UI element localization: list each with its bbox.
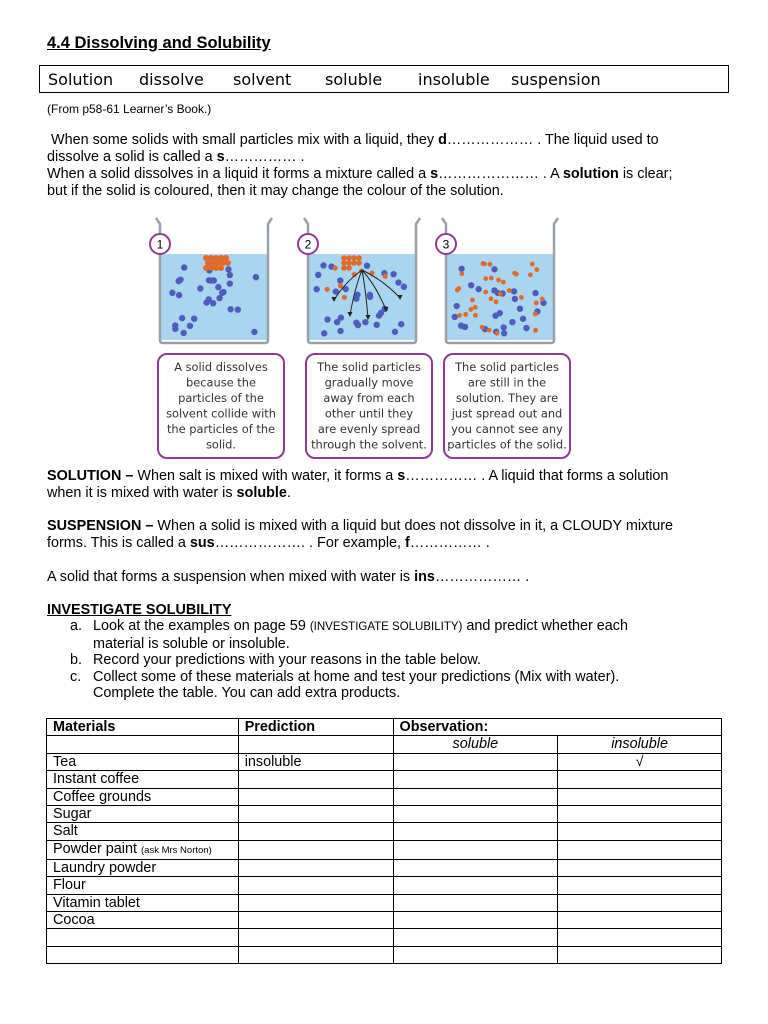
solvent-particle xyxy=(251,329,257,335)
soluble-cell[interactable] xyxy=(393,753,558,770)
soluble-cell[interactable] xyxy=(393,840,558,859)
solid-particle xyxy=(534,267,539,272)
solid-particle xyxy=(341,265,347,271)
prediction-cell[interactable] xyxy=(238,823,393,840)
prediction-cell[interactable] xyxy=(238,771,393,788)
material-cell[interactable] xyxy=(47,929,239,946)
solid-particle xyxy=(489,296,494,301)
soluble-cell[interactable] xyxy=(393,788,558,805)
solid-particle xyxy=(457,313,462,318)
table-row xyxy=(47,877,722,894)
suspension-definition-line-1: SUSPENSION – When a solid is mixed with a liquid but does not dissolve in it, a CLOUDY mixture xyxy=(47,518,674,534)
step-number: 3 xyxy=(442,237,450,252)
solid-particle xyxy=(341,260,347,266)
solvent-particle xyxy=(509,319,515,325)
solid-particle xyxy=(530,262,535,267)
solid-particle xyxy=(480,325,485,330)
solid-particle xyxy=(495,331,500,336)
table-row xyxy=(47,823,722,840)
solvent-particle xyxy=(454,303,460,309)
solid-particle xyxy=(356,255,362,261)
solvent-particle xyxy=(321,330,327,336)
caption-line: are evenly spread xyxy=(317,422,421,436)
vocab-word: dissolve xyxy=(139,70,204,89)
table-row xyxy=(47,894,722,911)
insoluble-cell[interactable] xyxy=(558,859,722,876)
solid-particle xyxy=(470,298,475,303)
solid-particle xyxy=(225,260,231,266)
table-row xyxy=(47,946,722,963)
solvent-particle xyxy=(468,282,474,288)
caption-line: The solid particles xyxy=(317,360,421,374)
solvent-particle xyxy=(398,321,404,327)
solid-particle xyxy=(383,274,388,279)
solid-particle xyxy=(482,262,487,267)
solid-particle xyxy=(533,328,538,333)
solid-particle xyxy=(351,260,357,266)
solvent-particle xyxy=(181,264,187,270)
insoluble-definition: A solid that forms a suspension when mixed with water is ins……………… . xyxy=(47,569,530,585)
solvent-particle xyxy=(208,277,214,283)
solvent-particle xyxy=(227,272,233,278)
solid-particle xyxy=(487,262,492,267)
solid-particle xyxy=(338,283,343,288)
solvent-particle xyxy=(253,274,259,280)
solid-particle xyxy=(494,299,499,304)
insoluble-cell[interactable] xyxy=(558,771,722,788)
solvent-particle xyxy=(401,284,407,290)
solvent-particle xyxy=(392,329,398,335)
insoluble-cell[interactable] xyxy=(558,894,722,911)
solvent-particle xyxy=(500,324,506,330)
prediction-cell[interactable]: insoluble xyxy=(238,753,393,770)
solvent-particle xyxy=(197,285,203,291)
insoluble-cell[interactable] xyxy=(558,877,722,894)
solvent-particle xyxy=(180,330,186,336)
caption-line: solution. They are xyxy=(455,391,559,405)
caption-line: gradually move xyxy=(324,375,414,390)
vocab-word: Solution xyxy=(48,70,114,89)
solid-particle xyxy=(469,307,474,312)
intro-line-4: but if the solid is coloured, then it may change the colour of the solution. xyxy=(47,183,504,199)
solvent-particle xyxy=(227,306,233,312)
vocab-word: soluble xyxy=(325,70,383,89)
soluble-cell[interactable] xyxy=(393,771,558,788)
material-cell[interactable]: Salt xyxy=(47,823,239,840)
solvent-particle xyxy=(520,316,526,322)
header-materials: Materials xyxy=(47,719,239,736)
solvent-particle xyxy=(523,325,529,331)
table-row xyxy=(47,788,722,805)
solvent-particle xyxy=(517,306,523,312)
intro-line-1: When some solids with small particles mix with a liquid, they d……………… . The liquid used to xyxy=(51,132,659,148)
page-title: 4.4 Dissolving and Solubility xyxy=(47,34,271,52)
solid-particle xyxy=(528,272,533,277)
header-insoluble: insoluble xyxy=(558,736,722,753)
solid-particle xyxy=(325,287,330,292)
step-number: 2 xyxy=(304,237,312,252)
solvent-particle xyxy=(395,279,401,285)
prediction-cell[interactable] xyxy=(238,788,393,805)
material-cell[interactable]: Tea xyxy=(47,753,239,770)
solvent-particle xyxy=(176,292,182,298)
material-cell[interactable]: Laundry powder xyxy=(47,859,239,876)
material-cell[interactable]: Vitamin tablet xyxy=(47,894,239,911)
solvent-particle xyxy=(491,287,497,293)
material-cell[interactable] xyxy=(47,946,239,963)
solvent-particle xyxy=(191,315,197,321)
solvent-particle xyxy=(203,299,209,305)
soluble-cell[interactable] xyxy=(393,823,558,840)
solvent-particle xyxy=(227,280,233,286)
solvent-particle xyxy=(374,322,380,328)
solid-particle xyxy=(346,260,352,266)
prediction-cell[interactable] xyxy=(238,894,393,911)
solid-particle xyxy=(483,276,488,281)
solid-particle xyxy=(218,265,224,271)
solid-particle xyxy=(346,265,352,271)
soluble-cell[interactable] xyxy=(393,877,558,894)
material-cell[interactable]: Sugar xyxy=(47,805,239,822)
table-row xyxy=(47,840,722,859)
solvent-particle xyxy=(512,296,518,302)
solid-particle xyxy=(519,295,524,300)
solvent-particle xyxy=(491,266,497,272)
caption-line: The solid particles xyxy=(455,360,559,374)
solvent-particle xyxy=(315,272,321,278)
solid-particle xyxy=(341,255,347,261)
solvent-particle xyxy=(462,324,468,330)
solid-particle xyxy=(501,280,506,285)
solvent-particle xyxy=(225,266,231,272)
insoluble-cell[interactable] xyxy=(558,946,722,963)
solid-particle xyxy=(459,271,464,276)
dissolving-diagram xyxy=(140,210,580,462)
solid-particle xyxy=(489,276,494,281)
source-note: (From p58-61 Learner’s Book.) xyxy=(47,102,212,116)
solvent-particle xyxy=(235,306,241,312)
solid-particle xyxy=(473,305,478,310)
table-row xyxy=(47,753,722,770)
solvent-particle xyxy=(355,322,361,328)
vocab-word: suspension xyxy=(511,70,601,89)
prediction-cell[interactable] xyxy=(238,859,393,876)
solid-particle xyxy=(333,265,338,270)
prediction-cell[interactable] xyxy=(238,911,393,928)
table-row xyxy=(47,805,722,822)
solid-particle xyxy=(483,290,488,295)
caption-line: solid. xyxy=(205,437,237,452)
solvent-particle xyxy=(320,262,326,268)
solvent-particle xyxy=(501,330,507,336)
solvent-particle xyxy=(187,323,193,329)
suspension-definition-line-2: forms. This is called a sus………………. . For example, f…………… . xyxy=(47,535,490,551)
solvent-particle xyxy=(532,290,538,296)
solid-particle xyxy=(351,255,357,261)
solid-particle xyxy=(533,312,538,317)
solid-particle xyxy=(346,255,352,261)
caption-line: other until they xyxy=(324,406,414,421)
caption-line: are still in the xyxy=(467,375,547,390)
solvent-particle xyxy=(179,315,185,321)
caption-line: particles of the solid. xyxy=(447,437,567,452)
solid-particle xyxy=(487,328,492,333)
solvent-particle xyxy=(458,266,464,272)
solid-particle xyxy=(540,297,545,302)
solvent-particle xyxy=(172,326,178,332)
material-cell[interactable]: Powder paint (ask Mrs Norton) xyxy=(47,840,239,859)
insoluble-cell[interactable] xyxy=(558,805,722,822)
solvent-particle xyxy=(367,294,373,300)
table-subheader-row xyxy=(47,736,722,753)
solid-particle xyxy=(498,292,503,297)
soluble-cell[interactable] xyxy=(393,946,558,963)
header-observation: Observation: xyxy=(393,719,722,736)
insoluble-cell[interactable] xyxy=(558,840,722,859)
material-cell[interactable]: Flour xyxy=(47,877,239,894)
header-soluble: soluble xyxy=(393,736,558,753)
table-row xyxy=(47,911,722,928)
solvent-particle xyxy=(364,262,370,268)
solvent-particle xyxy=(215,284,221,290)
prediction-cell[interactable] xyxy=(238,946,393,963)
prediction-cell[interactable] xyxy=(238,929,393,946)
intro-line-2: dissolve a solid is called a s…………… . xyxy=(47,149,305,165)
material-cell[interactable]: Instant coffee xyxy=(47,771,239,788)
solvent-particle xyxy=(362,319,368,325)
solid-particle xyxy=(496,278,501,283)
solid-particle xyxy=(463,312,468,317)
instruction-list xyxy=(47,618,628,702)
solvent-particle xyxy=(220,289,226,295)
solution-definition-line-1: SOLUTION – When salt is mixed with water, it forms a s…………… . A liquid that forms a solution xyxy=(47,468,669,484)
intro-line-3: When a solid dissolves in a liquid it forms a mixture called a s………………… . A solution is clear; xyxy=(47,166,673,182)
solid-particle xyxy=(534,301,539,306)
caption-line: because the xyxy=(186,375,256,390)
header-prediction: Prediction xyxy=(238,719,393,736)
insoluble-cell[interactable] xyxy=(558,788,722,805)
insoluble-cell[interactable] xyxy=(558,823,722,840)
instruction-a: a. Look at the examples on page 59 (INVESTIGATE SOLUBILITY) and predict whether each material is soluble or insoluble. xyxy=(70,618,628,652)
solvent-particle xyxy=(497,310,503,316)
solution-definition-line-2: when it is mixed with water is soluble. xyxy=(47,485,291,501)
solvent-particle xyxy=(390,271,396,277)
solvent-particle xyxy=(475,286,481,292)
vocab-word: solvent xyxy=(233,70,292,89)
soluble-cell[interactable] xyxy=(393,805,558,822)
caption-line: away from each xyxy=(323,391,415,405)
soluble-cell[interactable] xyxy=(393,929,558,946)
solid-particle xyxy=(507,288,512,293)
solvent-particle xyxy=(452,314,458,320)
table-row xyxy=(47,771,722,788)
solid-particle xyxy=(455,288,460,293)
caption-line: through the solvent. xyxy=(311,437,427,452)
solid-particle xyxy=(342,295,347,300)
solvent-particle xyxy=(511,288,517,294)
material-cell[interactable]: Cocoa xyxy=(47,911,239,928)
caption-line: just spread out and xyxy=(451,406,563,421)
solvent-particle xyxy=(169,290,175,296)
solvent-particle xyxy=(337,328,343,334)
caption-line: particles of the xyxy=(178,391,264,405)
instruction-b: b. Record your predictions with your reasons in the table below. xyxy=(70,652,481,669)
caption-line: the particles of the xyxy=(166,422,276,436)
caption-line: you cannot see any xyxy=(451,422,563,436)
prediction-cell[interactable] xyxy=(238,877,393,894)
soluble-cell[interactable] xyxy=(393,859,558,876)
solubility-table xyxy=(46,718,722,964)
solvent-particle xyxy=(334,319,340,325)
soluble-cell[interactable] xyxy=(393,911,558,928)
material-cell[interactable]: Coffee grounds xyxy=(47,788,239,805)
caption-line: A solid dissolves xyxy=(174,360,268,374)
table-header-row xyxy=(47,719,722,736)
solvent-particle xyxy=(216,295,222,301)
instruction-c: c. Collect some of these materials at home and test your predictions (Mix with water). Complete the table. You can add extra products. xyxy=(70,668,620,702)
table-row xyxy=(47,929,722,946)
insoluble-cell[interactable] xyxy=(558,929,722,946)
solid-particle xyxy=(356,260,362,266)
vocab-word: insoluble xyxy=(418,70,490,89)
solvent-particle xyxy=(324,316,330,322)
insoluble-cell[interactable]: √ xyxy=(558,753,722,770)
soluble-cell[interactable] xyxy=(393,894,558,911)
solvent-particle xyxy=(378,310,384,316)
solvent-particle xyxy=(177,276,183,282)
investigate-heading: INVESTIGATE SOLUBILITY xyxy=(47,602,232,618)
insoluble-cell[interactable] xyxy=(558,911,722,928)
vocabulary-box xyxy=(39,65,729,93)
table-row xyxy=(47,859,722,876)
solid-particle xyxy=(473,313,478,318)
caption-line: solvent collide with xyxy=(166,406,276,421)
solid-particle xyxy=(514,272,519,277)
prediction-cell[interactable] xyxy=(238,840,393,859)
solvent-particle xyxy=(313,286,319,292)
prediction-cell[interactable] xyxy=(238,805,393,822)
step-number: 1 xyxy=(156,237,164,252)
solvent-particle xyxy=(337,277,343,283)
